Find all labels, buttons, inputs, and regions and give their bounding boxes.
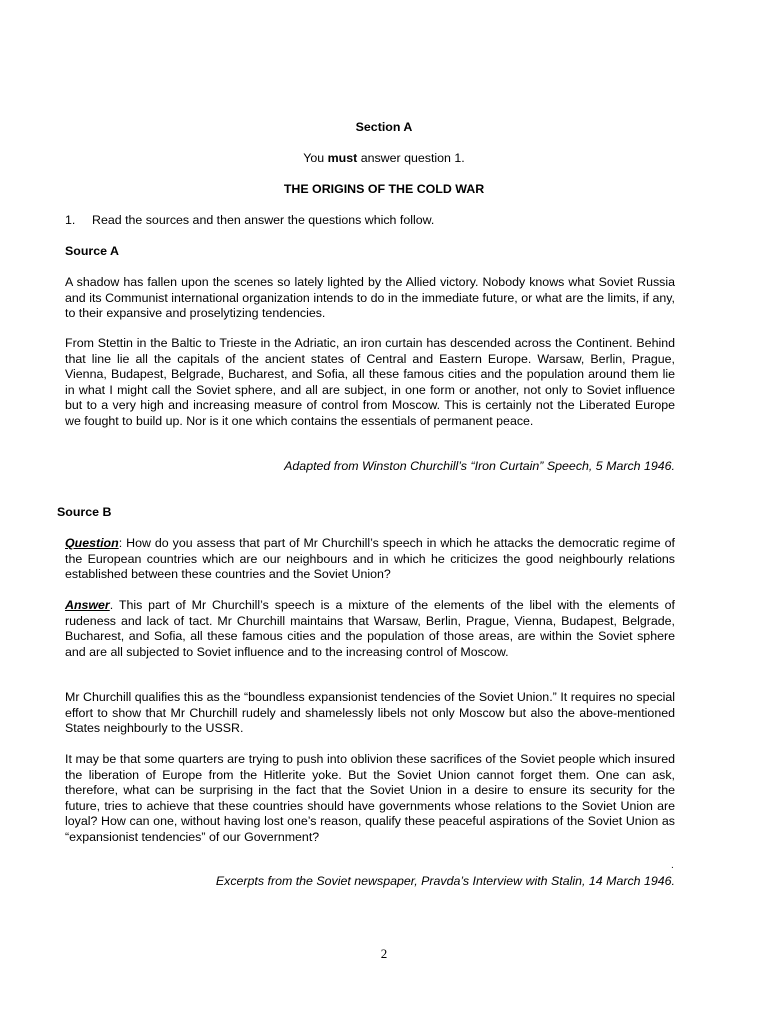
- source-b-citation: Excerpts from the Soviet newspaper, Pravda’s Interview with Stalin, 14 March 1946.: [215, 874, 675, 888]
- instruction-post: answer question 1.: [357, 151, 465, 165]
- question-text: Read the sources and then answer the questions which follow.: [92, 213, 435, 227]
- question-lead-label: Question: [65, 536, 119, 550]
- question-body: : How do you assess that part of Mr Churchill’s speech in which he attacks the democratic regime of the European countries which are our neighbours and in which he criticizes the good neighbourly relations established between these countries and the Soviet Union?: [65, 536, 675, 582]
- source-b-paragraph-3: Mr Churchill qualifies this as the “boundless expansionist tendencies of the Soviet Union.” It requires no special effort to show that Mr Churchill rudely and shamelessly libels not only Moscow but also the above-mentioned States neighbourly to the USSR.: [65, 690, 675, 736]
- source-a-paragraph-1: A shadow has fallen upon the scenes so lately lighted by the Allied victory. Nobody knows what Soviet Russia and its Communist international organization intends to do in the immediate future, or what are the limits, if any, to their expansive and proselytizing tendencies.: [65, 275, 675, 321]
- instruction-emphasis: must: [327, 151, 358, 165]
- stray-period: .: [671, 860, 674, 871]
- source-b-answer: [65, 598, 675, 660]
- question-item: [65, 213, 675, 229]
- instruction-line: [0, 151, 768, 167]
- source-a-citation: Adapted from Winston Churchill’s “Iron Curtain” Speech, 5 March 1946.: [284, 459, 675, 473]
- section-heading: Section A: [355, 120, 413, 134]
- source-a-label: Source A: [65, 244, 119, 258]
- instruction-pre: You: [303, 151, 328, 165]
- answer-lead-label: Answer: [65, 598, 110, 612]
- page-title: THE ORIGINS OF THE COLD WAR: [283, 182, 485, 196]
- question-number: 1.: [65, 213, 76, 227]
- page-number: 2: [380, 946, 388, 961]
- source-a-paragraph-2: From Stettin in the Baltic to Trieste in the Adriatic, an iron curtain has descended across the Continent. Behind that line lie all the capitals of the ancient states of Central and Eastern Europe. Warsaw, Berlin, Prague, Vienna, Budapest, Belgrade, Bucharest, and Sofia, all these famous cities and the population around them lie in what I might call the Soviet sphere, and all are subject, in one form or another, not only to Soviet influence but to a very high and increasing measure of control from Moscow. This is certainly not the Liberated Europe we fought to build up. Nor is it one which contains the essentials of permanent peace.: [65, 336, 675, 428]
- source-b-paragraph-4: It may be that some quarters are trying to push into oblivion these sacrifices of the Soviet people which insured the liberation of Europe from the Hitlerite yoke. But the Soviet Union cannot forget them. One can ask, therefore, what can be surprising in the fact that the Soviet Union in a desire to ensure its security for the future, tries to achieve that these countries should have governments whose relations to the Soviet Union are loyal? How can one, without having lost one’s reason, qualify these peaceful aspirations of the Soviet Union as “expansionist tendencies” of our Government?: [65, 752, 675, 844]
- answer-body: . This part of Mr Churchill’s speech is a mixture of the elements of the libel with the elements of rudeness and lack of tact. Mr Churchill maintains that Warsaw, Berlin, Prague, Vienna, Budapest, Belgrade, Bucharest, and Sofia, all these famous cities and the population of those areas, are within the Soviet sphere and are all subjected to Soviet influence and to the increasing control of Moscow.: [65, 598, 675, 659]
- source-b-label: Source B: [57, 505, 112, 519]
- source-b-question: [65, 536, 675, 583]
